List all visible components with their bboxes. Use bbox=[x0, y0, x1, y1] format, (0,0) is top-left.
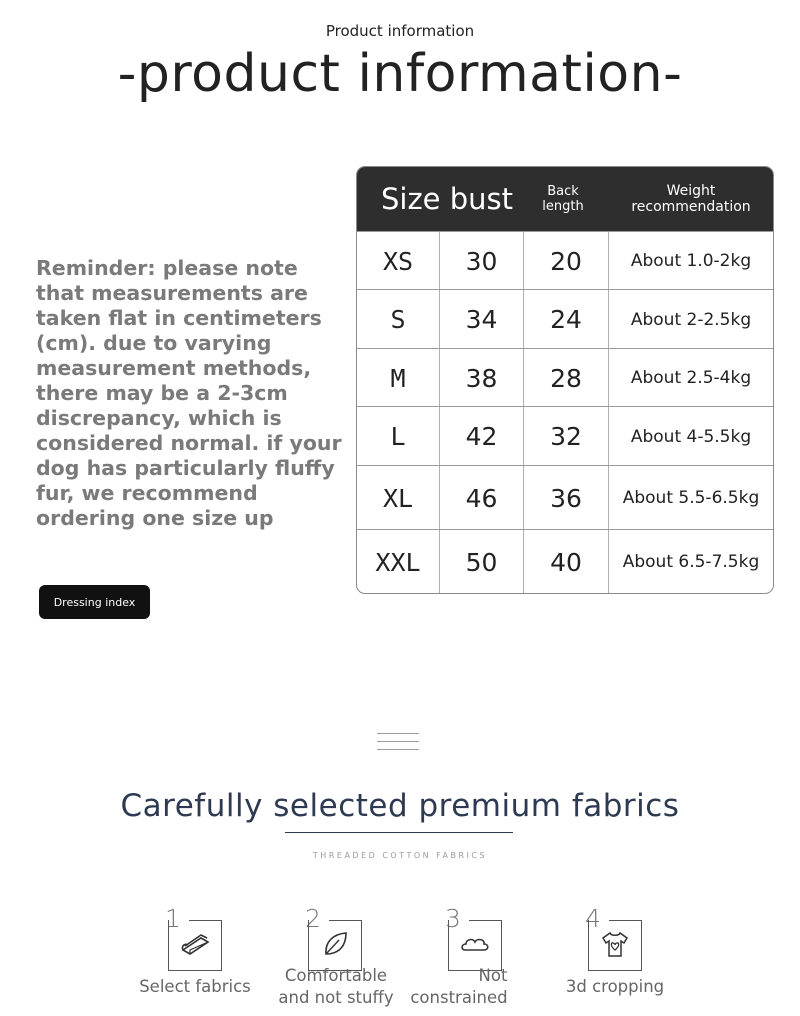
feature-label: Comfortable bbox=[284, 966, 388, 985]
feature-label: and not stuffy bbox=[278, 988, 394, 1007]
feature-label: Not bbox=[478, 966, 508, 985]
feature-frame bbox=[448, 920, 502, 971]
section-subtitle: Product information bbox=[325, 22, 475, 40]
table-row bbox=[357, 289, 773, 349]
feature-comfortable bbox=[278, 904, 408, 1014]
size-table bbox=[356, 166, 774, 594]
size-table-header bbox=[357, 167, 773, 231]
back-length-cell: 32 bbox=[524, 407, 609, 466]
page-title: -product information- bbox=[117, 44, 683, 104]
back-length-cell: 28 bbox=[524, 349, 609, 407]
fabrics-subtitle: THREADED COTTON FABRICS bbox=[312, 851, 488, 860]
weight-cell: About 4-5.5kg bbox=[630, 426, 752, 447]
weight-cell: About 2.5-4kg bbox=[630, 368, 752, 388]
table-row bbox=[357, 406, 773, 466]
feature-not-constrained bbox=[410, 904, 548, 1014]
table-row bbox=[357, 231, 773, 290]
feature-3d-cropping bbox=[558, 904, 688, 1014]
header-size-bust: Size bust bbox=[380, 182, 513, 216]
measurement-reminder: Reminder: please note that measurements are taken flat in centimeters (cm). due to varying measurement methods, there may be a 2-3cm discrepancy, which is considered normal. if your dog has particularly fluffy fur, we recommend ordering one size up bbox=[36, 256, 342, 530]
cloud-icon bbox=[459, 928, 491, 960]
back-length-cell: 24 bbox=[524, 290, 609, 349]
size-cell: M bbox=[357, 349, 440, 407]
bust-cell: 34 bbox=[440, 290, 524, 349]
table-row bbox=[357, 529, 773, 594]
table-row bbox=[357, 465, 773, 530]
menu-lines-icon bbox=[377, 733, 419, 751]
feature-select-fabrics bbox=[138, 904, 268, 1014]
bust-cell: 38 bbox=[440, 349, 524, 407]
title-underline bbox=[285, 832, 513, 833]
back-length-cell: 36 bbox=[524, 466, 609, 530]
size-cell: L bbox=[357, 407, 440, 466]
weight-cell: About 6.5-7.5kg bbox=[622, 552, 760, 572]
feature-number: 3 bbox=[445, 904, 461, 933]
table-row bbox=[357, 348, 773, 407]
bust-cell: 42 bbox=[440, 407, 524, 466]
fabrics-title: Carefully selected premium fabrics bbox=[120, 788, 680, 824]
weight-cell: About 2-2.5kg bbox=[630, 309, 752, 330]
feature-number: 1 bbox=[165, 904, 181, 933]
back-length-cell: 40 bbox=[524, 530, 609, 594]
weight-cell: About 5.5-6.5kg bbox=[622, 488, 760, 508]
tshirt-heart-icon bbox=[599, 928, 631, 960]
feature-label: Select fabrics bbox=[139, 977, 251, 996]
feature-frame bbox=[168, 920, 222, 971]
feature-number: 2 bbox=[305, 904, 321, 933]
size-cell: XS bbox=[357, 232, 440, 290]
header-back-length: Back length bbox=[542, 184, 584, 214]
header-weight-recommendation: Weight recommendation bbox=[631, 183, 751, 215]
size-cell: XXL bbox=[357, 530, 440, 594]
bust-cell: 50 bbox=[440, 530, 524, 594]
back-length-cell: 20 bbox=[524, 232, 609, 290]
folded-fabric-icon bbox=[179, 928, 211, 960]
feature-label: constrained bbox=[410, 988, 508, 1007]
bust-cell: 46 bbox=[440, 466, 524, 530]
size-cell: XL bbox=[357, 466, 440, 530]
dressing-index-button[interactable]: Dressing index bbox=[39, 585, 150, 619]
bust-cell: 30 bbox=[440, 232, 524, 290]
feature-frame bbox=[588, 920, 642, 971]
weight-cell: About 1.0-2kg bbox=[630, 251, 752, 271]
feature-number: 4 bbox=[585, 904, 601, 933]
leaf-icon bbox=[319, 928, 351, 960]
size-cell: S bbox=[357, 290, 440, 349]
feature-frame bbox=[308, 920, 362, 971]
feature-label: 3d cropping bbox=[565, 977, 665, 996]
